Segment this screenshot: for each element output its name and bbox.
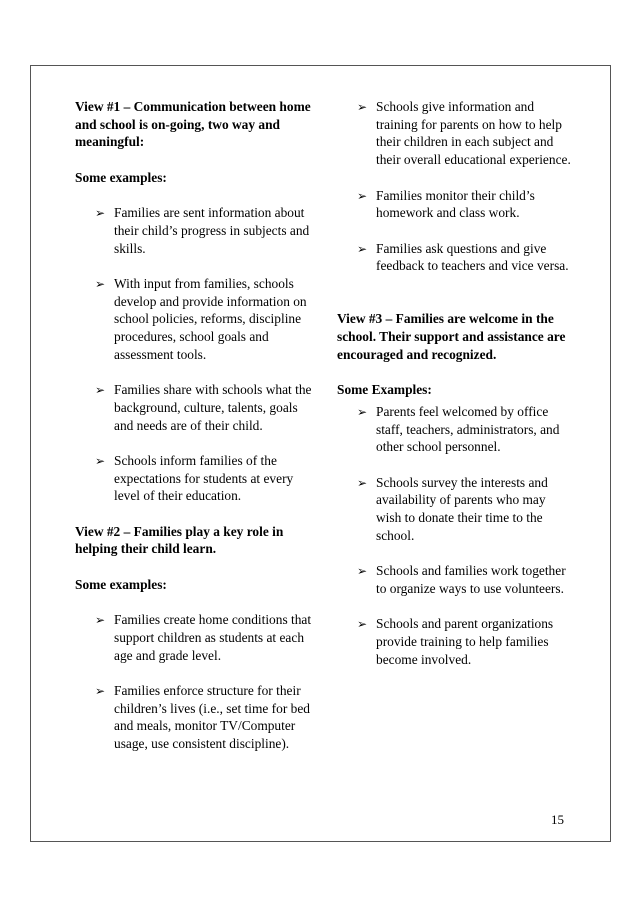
list-item: ➢ Families enforce structure for their children’s lives (i.e., set time for bed and meals, monitor TV/Computer usage, use consistent discipline). <box>95 683 310 752</box>
list-item: ➢ Schools give information and training for parents on how to help their children in each subject and their overall educational experience. <box>357 99 571 168</box>
view2-continued-list <box>337 98 572 275</box>
view3-list <box>337 403 572 669</box>
list-item: ➢ Families create home conditions that support children as students at each age and grade level. <box>95 612 312 663</box>
view2-list <box>75 611 315 753</box>
left-column <box>75 98 315 753</box>
view3-examples-label: Some Examples: <box>337 382 432 398</box>
arrow-bullet-icon: ➢ <box>357 100 368 114</box>
list-item: ➢ Schools inform families of the expectations for students at every level of their education. <box>95 452 294 504</box>
arrow-bullet-icon: ➢ <box>95 383 106 398</box>
view2-examples-label: Some examples: <box>75 576 167 592</box>
arrow-bullet-icon: ➢ <box>357 404 368 419</box>
arrow-bullet-icon: ➢ <box>357 564 368 579</box>
arrow-bullet-icon: ➢ <box>95 684 106 699</box>
arrow-bullet-icon: ➢ <box>357 617 368 632</box>
arrow-bullet-icon: ➢ <box>357 188 368 203</box>
view1-list <box>75 204 315 505</box>
list-item: ➢ Schools and families work together to organize ways to use volunteers. <box>357 563 566 596</box>
arrow-bullet-icon: ➢ <box>95 453 106 468</box>
view1-examples-label: Some examples: <box>75 169 167 185</box>
list-item: ➢ Parents feel welcomed by office staff, teachers, administrators, and other school personnel. <box>357 403 560 455</box>
view2-heading: View #2 – Families play a key role in helping their child learn. <box>75 523 284 557</box>
view3-heading: View #3 – Families are welcome in the school. Their support and assistance are encouraged and recognized. <box>337 311 566 362</box>
arrow-bullet-icon: ➢ <box>95 613 106 628</box>
list-item: ➢ Families share with schools what the background, culture, talents, goals and needs are of their child. <box>95 382 312 433</box>
right-column <box>337 98 572 668</box>
arrow-bullet-icon: ➢ <box>95 206 106 221</box>
view1-heading: View #1 – Communication between home and school is on-going, two way and meaningful: <box>75 99 311 150</box>
list-item: ➢ Schools and parent organizations provide training to help families become involved. <box>357 616 554 667</box>
page-number: 15 <box>551 812 564 827</box>
list-item: ➢ Families ask questions and give feedback to teachers and vice versa. <box>357 240 569 274</box>
arrow-bullet-icon: ➢ <box>357 475 368 490</box>
list-item: ➢ With input from families, schools develop and provide information on school policies, reforms, discipline procedures, school goals and assessment tools. <box>95 275 307 362</box>
list-item: ➢ Families monitor their child’s homework and class work. <box>357 187 535 221</box>
arrow-bullet-icon: ➢ <box>95 276 106 291</box>
list-item: ➢ Families are sent information about their child’s progress in subjects and skills. <box>95 205 310 256</box>
arrow-bullet-icon: ➢ <box>357 241 368 256</box>
list-item: ➢ Schools survey the interests and availability of parents who may wish to donate their time to the school. <box>357 474 548 543</box>
